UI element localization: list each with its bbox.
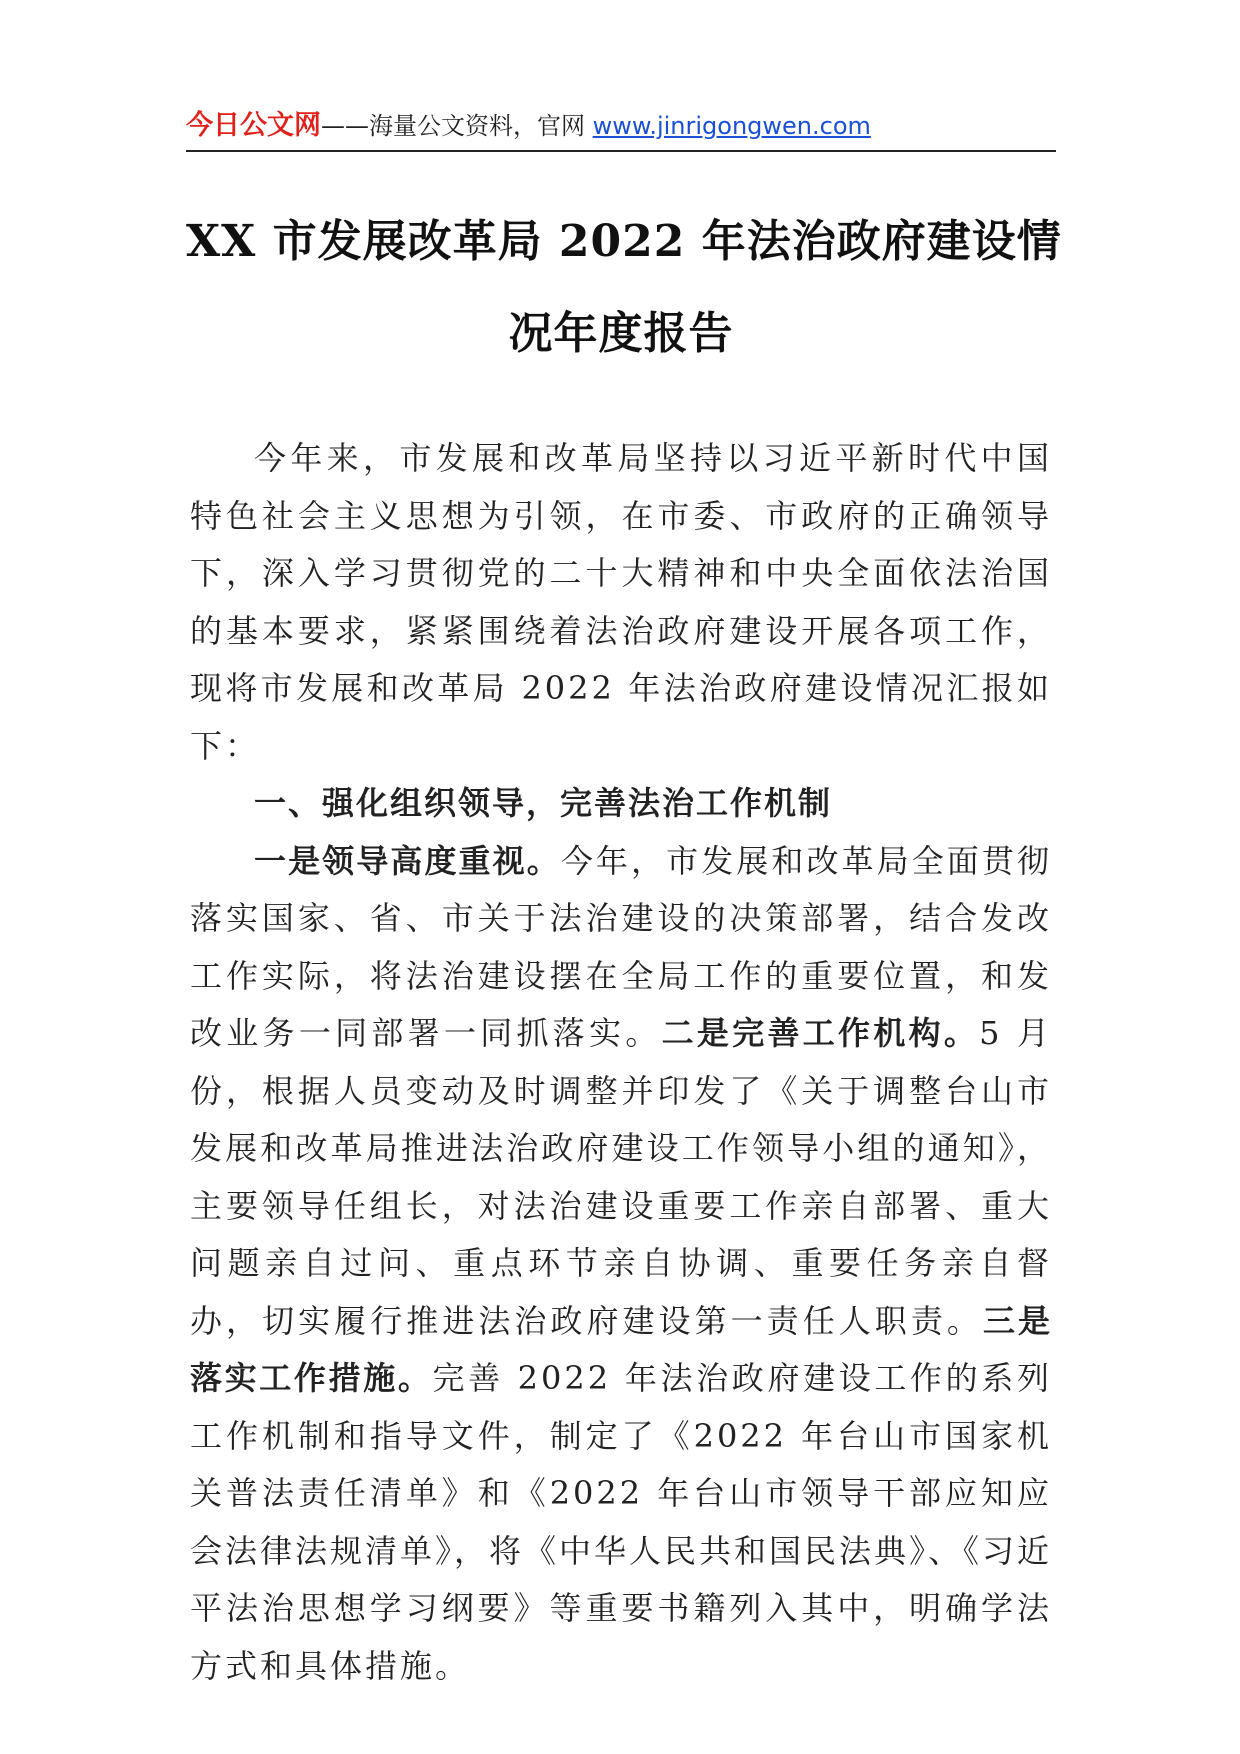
- point-3-text: 完善 2022 年法治政府建设工作的系列工作机制和指导文件，制定了《2022 年台山市国家机关普法责任清单》和《2022 年台山市领导干部应知应会法律法规清单》，将《中华人民共和国民法典》、《习近平法治思想学习纲要》等重要书籍列入其中，明确学法方式和具体措施。: [190, 1359, 1053, 1685]
- lead-point-3: 三是落实工作措施。: [190, 1301, 1052, 1397]
- document-title: [186, 196, 1062, 380]
- title-line-2: 况年度报告: [508, 308, 734, 359]
- title-line-1: XX 市发展改革局 2022 年法治政府建设情: [186, 216, 1062, 267]
- lead-point-1: 一是领导高度重视。: [254, 841, 561, 880]
- brand-name: 今日公文网: [186, 110, 321, 141]
- document-body: [190, 430, 1052, 1695]
- page-header: [186, 104, 1056, 148]
- point-2-text: 5 月份，根据人员变动及时调整并印发了《关于调整台山市发展和改革局推进法治政府建设工作领导小组的通知》，主要领导任组长，对法治建设重要工作亲自部署、重大问题亲自过问、重点环节亲自协调、重要任务亲自督办，切实履行推进法治政府建设第一责任人职责。: [190, 1014, 1052, 1340]
- section-heading-1: 一、强化组织领导，完善法治工作机制: [254, 784, 833, 822]
- header-tagline: ——海量公文资料，官网: [321, 112, 593, 140]
- section-1-paragraph: [190, 833, 1052, 1696]
- site-link[interactable]: www.jinrigongwen.com: [592, 112, 871, 140]
- point-1-text: 今年，市发展和改革局全面贯彻落实国家、省、市关于法治建设的决策部署，结合发改工作实际，将法治建设摆在全局工作的重要位置，和发改业务一同部署一同抓落实。: [190, 841, 1052, 1052]
- lead-point-2: 二是完善工作机构。: [661, 1014, 980, 1052]
- header-divider: [186, 150, 1056, 152]
- intro-paragraph: 今年来，市发展和改革局坚持以习近平新时代中国特色社会主义思想为引领，在市委、市政府的正确领导下，深入学习贯彻党的二十大精神和中央全面依法治国的基本要求，紧紧围绕着法治政府建设开展各项工作，现将市发展和改革局 2022 年法治政府建设情况汇报如下：: [190, 439, 1052, 765]
